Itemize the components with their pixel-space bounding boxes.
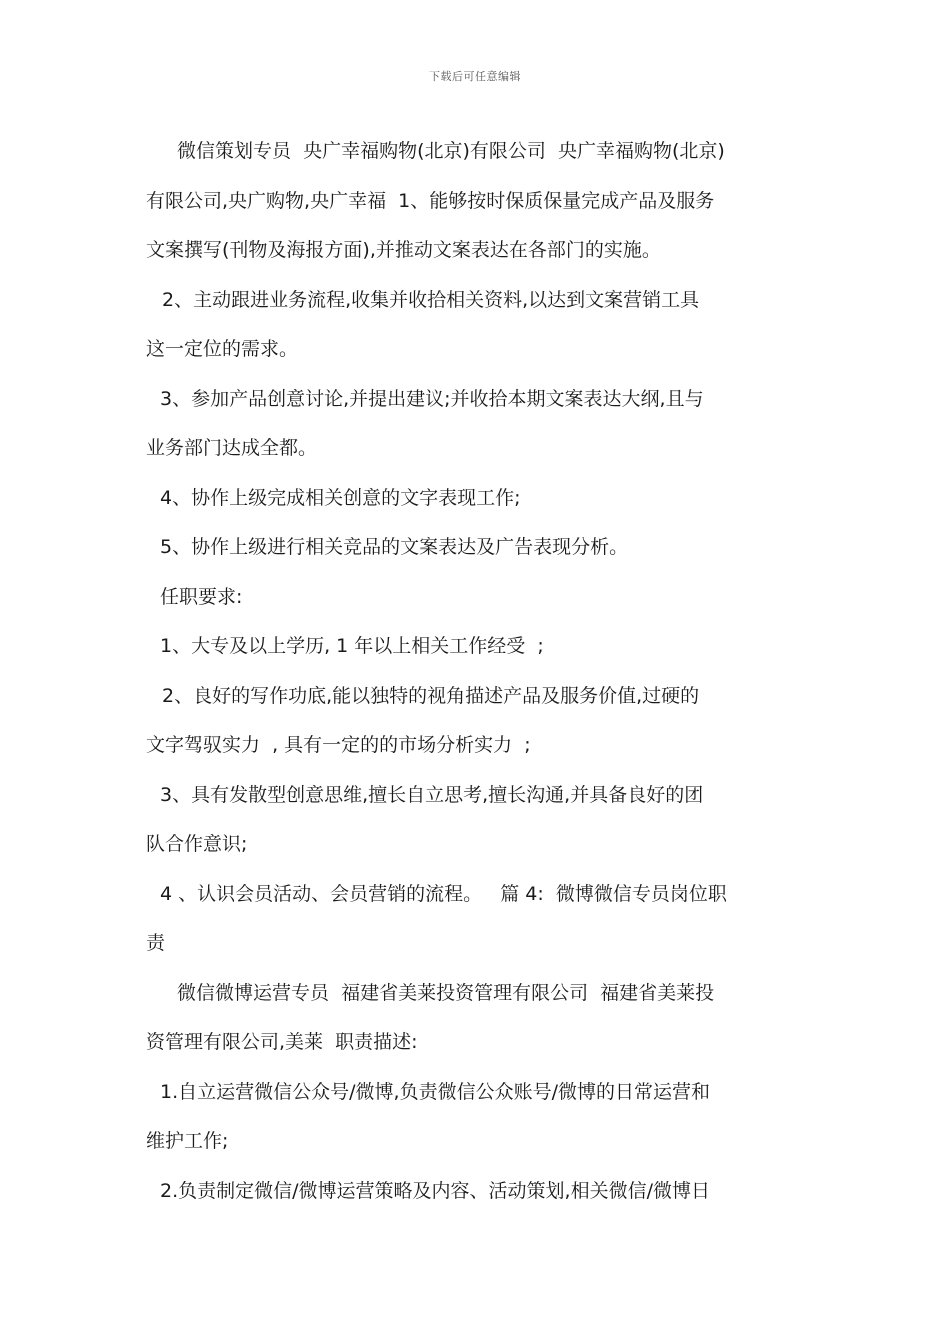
paragraph-line: 4 、认识会员活动、会员营销的流程。 篇 4: 微博微信专员岗位职 — [160, 882, 727, 905]
paragraph-line: 2.负责制定微信/微博运营策略及内容、活动策划,相关微信/微博日 — [160, 1179, 710, 1202]
paragraph-line: 1、大专及以上学历, 1 年以上相关工作经受 ; — [160, 635, 544, 657]
paragraph-line: 有限公司,央广购物,央广幸福 1、能够按时保质保量完成产品及服务 — [146, 189, 715, 212]
paragraph-line: 文字驾驭实力 , 具有一定的的市场分析实力 ; — [146, 734, 531, 756]
section-heading: 任职要求: — [160, 585, 243, 608]
paragraph-line: 3、参加产品创意讨论,并提出建议;并收拾本期文案表达大纲,且与 — [160, 387, 704, 410]
document-body — [146, 132, 814, 1221]
paragraph-line: 1.自立运营微信公众号/微博,负责微信公众账号/微博的日常运营和 — [160, 1080, 710, 1103]
paragraph-line: 这一定位的需求。 — [146, 338, 299, 360]
page-header: 下载后可任意编辑 — [429, 70, 521, 83]
paragraph-line: 5、协作上级进行相关竞品的文案表达及广告表现分析。 — [160, 536, 629, 558]
paragraph-line: 2、良好的写作功底,能以独特的视角描述产品及服务价值,过硬的 — [162, 684, 700, 707]
paragraph-line: 队合作意识; — [146, 833, 248, 855]
paragraph-line: 资管理有限公司,美莱 职责描述: — [146, 1031, 418, 1053]
paragraph-line: 业务部门达成全都。 — [146, 437, 318, 459]
paragraph-line: 微信微博运营专员 福建省美莱投资管理有限公司 福建省美莱投 — [177, 981, 715, 1004]
paragraph-line: 微信策划专员 央广幸福购物(北京)有限公司 央广幸福购物(北京) — [177, 140, 725, 162]
paragraph-line: 责 — [146, 932, 166, 954]
paragraph-line: 维护工作; — [146, 1130, 229, 1152]
paragraph-line: 2、主动跟进业务流程,收集并收拾相关资料,以达到文案营销工具 — [162, 288, 700, 311]
paragraph-line: 3、具有发散型创意思维,擅长自立思考,擅长沟通,并具备良好的团 — [160, 783, 704, 806]
paragraph-line: 4、协作上级完成相关创意的文字表现工作; — [160, 486, 521, 509]
paragraph-line: 文案撰写(刊物及海报方面),并推动文案表达在各部门的实施。 — [146, 239, 661, 261]
